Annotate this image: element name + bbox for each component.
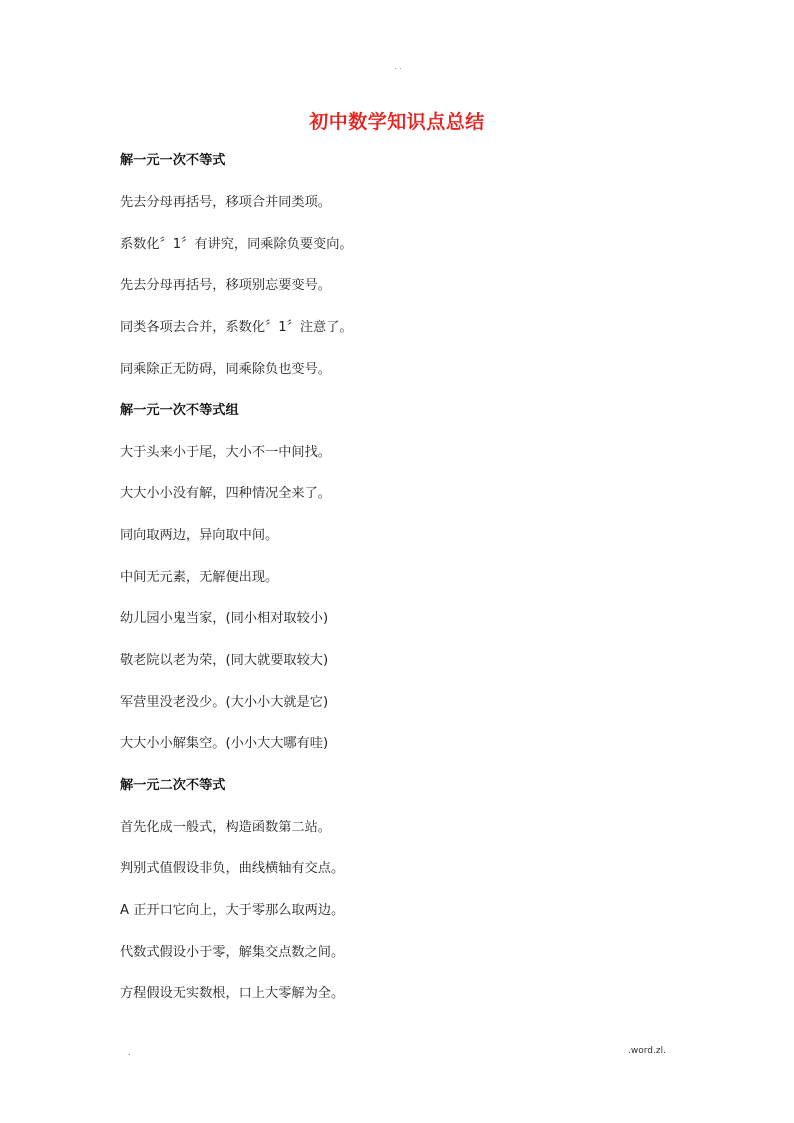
text-line: 大大小小解集空。(小小大大哪有哇) (120, 736, 329, 751)
text-line: 中间无元素，无解便出现。 (120, 570, 279, 585)
text-line: 军营里没老没少。(大小小大就是它) (120, 695, 329, 710)
text-line: 同类各项去合并，系数化〞1〞注意了。 (120, 320, 353, 335)
section-heading: 解一元一次不等式组 (120, 403, 239, 418)
text-line: 同向取两边，异向取中间。 (120, 528, 279, 543)
text-line: 大大小小没有解，四种情况全来了。 (120, 486, 331, 501)
text-line: 大于头来小于尾，大小不一中间找。 (120, 445, 331, 460)
text-line: 方程假设无实数根，口上大零解为全。 (120, 986, 345, 1001)
text-line: 同乘除正无防碍，同乘除负也变号。 (120, 362, 331, 377)
text-line: A 正开口它向上，大于零那么取两边。 (120, 903, 345, 918)
text-line: 敬老院以老为荣，(同大就要取较大) (120, 653, 329, 668)
text-line: 判别式值假设非负，曲线横轴有交点。 (120, 861, 345, 876)
text-line: 系数化〞1〞有讲究，同乘除负要变向。 (120, 237, 353, 252)
header-mark: . . (394, 63, 402, 71)
text-line: 幼儿园小鬼当家，(同小相对取较小) (120, 611, 329, 626)
text-line: 首先化成一般式，构造函数第二站。 (120, 820, 331, 835)
section-heading: 解一元一次不等式 (120, 153, 226, 168)
text-line: 先去分母再括号，移项合并同类项。 (120, 195, 331, 210)
page-title: 初中数学知识点总结 (309, 111, 485, 133)
section-heading: 解一元二次不等式 (120, 778, 226, 793)
footer-left-mark: . (128, 1048, 131, 1057)
text-line: 代数式假设小于零，解集交点数之间。 (120, 945, 345, 960)
text-line: 先去分母再括号，移项别忘要变号。 (120, 278, 331, 293)
footer-watermark: .word.zl. (628, 1046, 666, 1056)
